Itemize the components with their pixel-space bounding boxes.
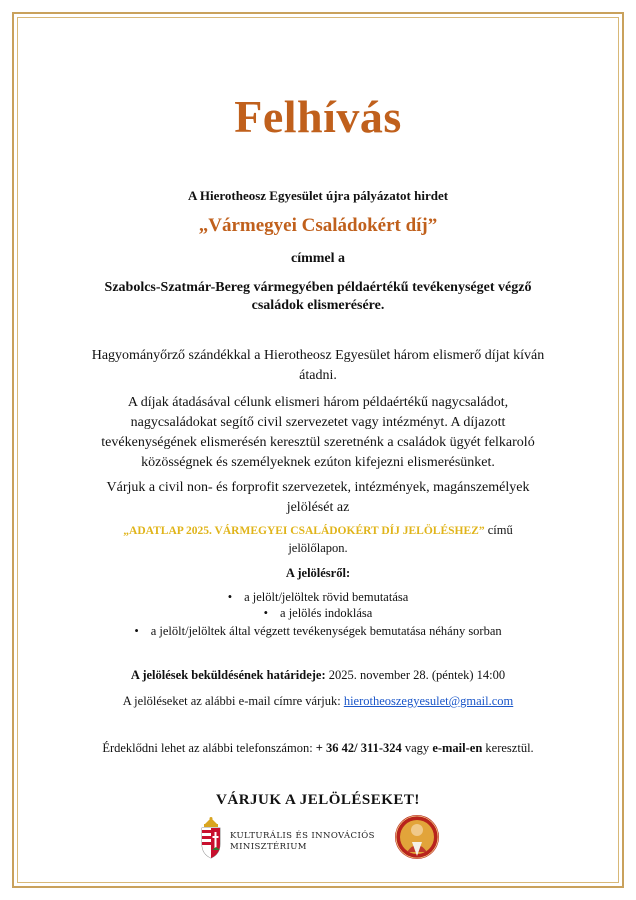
association-emblem: [394, 812, 440, 862]
bullet-icon: •: [263, 606, 269, 620]
closing-text: VÁRJUK A JELÖLÉSEKET!: [216, 792, 420, 808]
ministry-logo: [196, 816, 375, 860]
email-link[interactable]: hierotheoszegyesulet@gmail.com: [343, 694, 514, 708]
deadline-value: 2025. november 28. (péntek) 14:00: [325, 668, 506, 682]
form-line-2: jelölőlapon.: [288, 541, 348, 555]
award-name: „Vármegyei Családokért díj”: [198, 215, 438, 236]
paragraph-3-line-2: jelölését az: [286, 500, 350, 515]
list-heading: A jelölésről:: [285, 566, 351, 580]
paragraph-2-line-3: tevékenységének elismerésén keresztül szeretnénk a családok ügyét felkaroló: [101, 435, 535, 450]
purpose-line-1: Szabolcs-Szatmár-Bereg vármegyében példaértékű tevékenységet végző: [104, 280, 532, 295]
list-item: • a jelölt/jelöltek által végzett tevékenységek bemutatása néhány sorban: [134, 624, 502, 638]
paragraph-1-line-1: Hagyományőrző szándékkal a Hierotheosz Egyesület három elismerő díjat kíván: [91, 348, 545, 363]
bullet-icon: •: [134, 624, 139, 638]
deadline-line: [40, 668, 596, 683]
email-line: [40, 694, 596, 709]
form-reference: [40, 523, 596, 538]
intro-text: A Hierotheosz Egyesület újra pályázatot hirdet: [187, 188, 449, 203]
list-item: • a jelölt/jelöltek rövid bemutatása: [227, 590, 409, 604]
paragraph-2-line-2: nagycsaládokat segítő civil szervezetet vagy intézményt. A díjazott: [130, 415, 506, 430]
paragraph-2-line-1: A díjak átadásával célunk elismeri három példaértékű nagycsaládot,: [127, 395, 509, 410]
saint-icon: [394, 812, 440, 862]
phone-text: Érdeklődni lehet az alábbi telefonszámon:: [102, 741, 316, 755]
bullet-icon: •: [227, 590, 233, 604]
purpose-line-2: családok elismerésére.: [251, 298, 385, 313]
page-title: Felhívás: [234, 91, 402, 142]
hungarian-crest-icon: [196, 816, 226, 860]
phone-email: e-mail-en: [432, 741, 483, 755]
phone-number: + 36 42/ 311-324: [315, 741, 402, 755]
paragraph-1-line-2: átadni.: [299, 368, 337, 383]
ministry-name: KULTURÁLIS ÉS INNOVÁCIÓS MINISZTÉRIUM: [230, 831, 375, 852]
phone-line: Érdeklődni lehet az alábbi telefonszámon: + 36 42/ 311-324 vagy e-mail-en keresztül.: [102, 741, 534, 755]
paragraph-3-line-1: Várjuk a civil non- és forprofit szervezetek, intézmények, magánszemélyek: [106, 480, 530, 495]
form-name: „ADATLAP 2025. VÁRMEGYEI CSALÁDOKÉRT DÍJ JELÖLÉSHEZ”: [123, 525, 485, 537]
deadline-label: A jelölések beküldésének határideje:: [130, 668, 326, 682]
form-suffix: című: [484, 523, 513, 537]
cimmel-text: címmel a: [290, 251, 346, 266]
list-item: • a jelölés indoklása: [263, 606, 373, 620]
paragraph-2-line-4: közösségnek és személyeknek ezúton kifejezni elismerésünket.: [141, 455, 495, 470]
email-text: A jelöléseket az alábbi e-mail címre várjuk:: [122, 694, 344, 708]
